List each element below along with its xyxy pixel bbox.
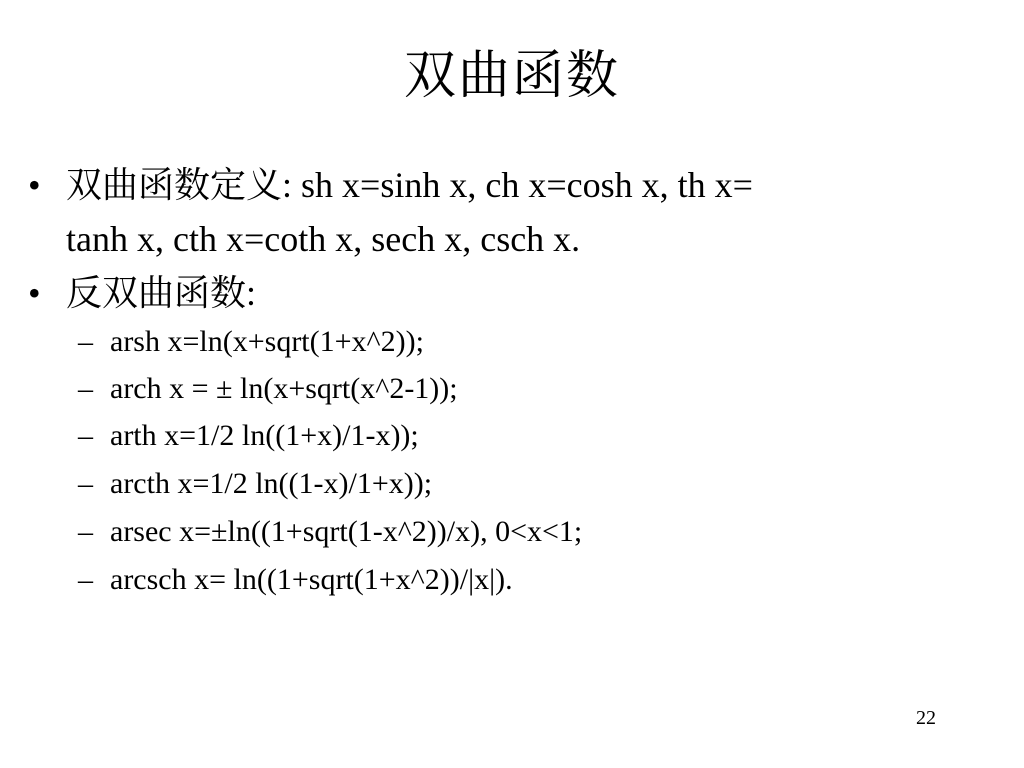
dash-marker: –	[78, 372, 93, 405]
formula-text: arcsch x= ln((1+sqrt(1+x^2))/|x|).	[110, 563, 513, 596]
dash-marker: –	[78, 563, 93, 596]
bullet-line-2	[66, 212, 580, 266]
dash-marker: –	[78, 419, 93, 452]
bullet-label: 反双曲函数	[66, 273, 247, 314]
formula-text: arcth x=1/2 ln((1-x)/1+x));	[110, 467, 433, 500]
sub-item-arcsch	[78, 560, 513, 600]
bullet-marker: •	[28, 165, 41, 205]
dash-marker: –	[78, 515, 93, 548]
sub-item-arsec	[78, 512, 582, 552]
formula-text: arsh x=ln(x+sqrt(1+x^2));	[110, 325, 424, 358]
bullet-suffix: :	[246, 273, 257, 313]
sub-item-arcth	[78, 464, 432, 504]
slide-title: 双曲函数	[403, 46, 620, 106]
dash-marker: –	[78, 325, 93, 358]
bullet-text-line-2: tanh x, cth x=coth x, sech x, csch x.	[66, 219, 581, 259]
bullet-line	[66, 266, 256, 321]
sub-item-arsh	[78, 322, 424, 362]
bullet-hyperbolic-definition	[28, 158, 968, 266]
page-number: 22	[916, 707, 936, 729]
bullet-inverse-hyperbolic	[28, 266, 968, 320]
bullet-label: 双曲函数定义	[66, 165, 283, 206]
formula-text: arth x=1/2 ln((1+x)/1-x));	[110, 419, 419, 452]
bullet-marker: •	[28, 273, 41, 313]
formula-text: arsec x=±ln((1+sqrt(1-x^2))/x), 0<x<1;	[110, 515, 583, 548]
formula-text: arch x = ± ln(x+sqrt(x^2-1));	[110, 372, 458, 405]
bullet-text-line-1: : sh x=sinh x, ch x=cosh x, th x=	[282, 165, 753, 205]
sub-item-arth	[78, 416, 419, 456]
sub-item-arch	[78, 369, 458, 409]
bullet-line-1	[66, 158, 753, 213]
dash-marker: –	[78, 467, 93, 500]
